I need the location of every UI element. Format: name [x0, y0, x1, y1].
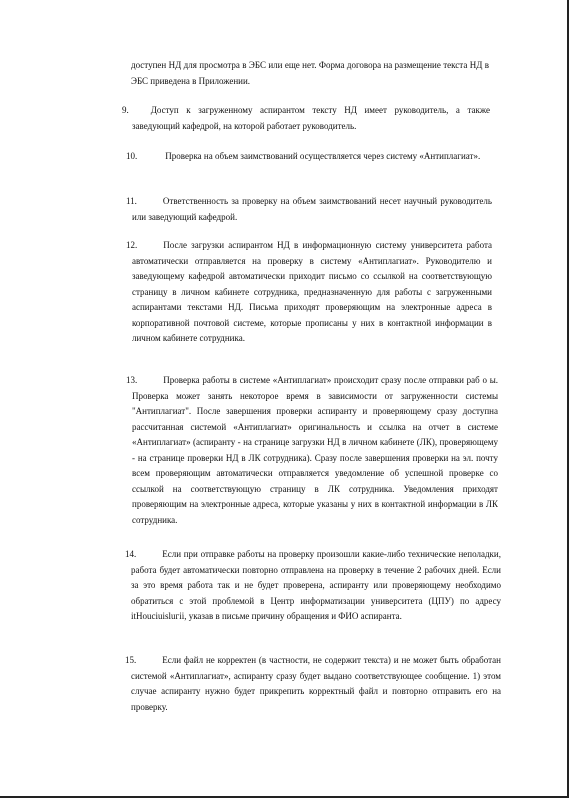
- list-item-number: 11.: [126, 196, 137, 206]
- list-item: [125, 653, 501, 715]
- list-item: [125, 547, 501, 625]
- list-item-text: Если при отправке работы на проверку произошли какие-либо технические неполадки, работа будет автоматически повторно отправлена на проверку в течение 2 рабочих дней. Если за это время работа так и не будет проверена, аспиранту или проверяющему необходимо обратиться с этой проблемой в Центр информатизации университета (ЦПУ) по адресу itHouciuisluгii, указав в письме причину обращения и ФИО аспиранта.: [131, 549, 501, 621]
- list-item-text: Проверка работы в системе «Антиплагиат» происходит сразу после отправки раб о ы. Проверка может занять некоторое время в зависимости от загруженности системы "Антиплагиат". После завершения проверки аспиранту и проверяющему сразу доступна рассчитанная системой «Антиплагиат» оригинальность и ссылка на отчет в системе «Антиплагиат» (аспиранту - на странице загрузки НД в личном кабинете (ЛК), проверяющему - на странице проверки НД в ЛК сотрудника). Сразу после завершения проверки на эл. почту всем проверяющим автоматически отправляется уведомление об успешной проверке со ссылкой на соответствующую страницу в ЛК сотрудника. Уведомления приходят проверяющим на электронные адреса, которые указаны у них в контактной информации в ЛК сотрудника.: [132, 375, 498, 525]
- list-item-number: 14.: [125, 549, 137, 559]
- list-item-number: 12.: [126, 240, 138, 250]
- list-item-text: Доступ к загруженному аспирантом тексту НД имеет руководитель, а также заведующий кафедрой, на которой работает руководитель.: [132, 105, 490, 131]
- list-item-number: 15.: [125, 655, 137, 665]
- list-item-number: 9.: [122, 105, 129, 115]
- list-item-text: После загрузки аспирантом НД в информационную систему университета работа автоматически отправляется на проверку в систему «Антиплагиат». Руководителю и заведующему кафедрой автоматически приходит письмо со ссылкой на соответствующую страницу в личном кабинете сотрудника, предназначенную для работы с загруженными аспирантами текстами НД. Письма приходят проверяющим на электронные адреса в корпоративной почтовой системе, которые прописаны у них в контактной информации в личном кабинете сотрудника.: [132, 240, 492, 343]
- list-item-text: Проверка на объем заимствований осуществляется через систему «Антиплагиат».: [165, 151, 481, 161]
- intro-paragraph: [131, 58, 489, 89]
- list-item-text: Если файл не корректен (в частности, не содержит текста) и не может быть обработан системой «Антиплагиат», аспиранту сразу будет выдано соответствующее сообщение. 1) этом случае аспиранту нужно будет прикрепить корректный файл и повторно отправить его на проверку.: [131, 655, 501, 712]
- list-item: [126, 373, 498, 528]
- list-item-number: 10.: [126, 151, 138, 161]
- list-item: [126, 194, 492, 225]
- list-item-number: 13.: [126, 375, 138, 385]
- list-item: [122, 103, 490, 134]
- intro-text: доступен НД для просмотра в ЭБС или еще нет. Форма договора на размещение текста НД в ЭБС приведена в Приложении.: [131, 60, 489, 86]
- list-item: [126, 238, 492, 347]
- list-item: [126, 149, 492, 165]
- list-item-text: Ответственность за проверку на объем заимствований несет научный руководитель или заведующий кафедрой.: [132, 196, 492, 222]
